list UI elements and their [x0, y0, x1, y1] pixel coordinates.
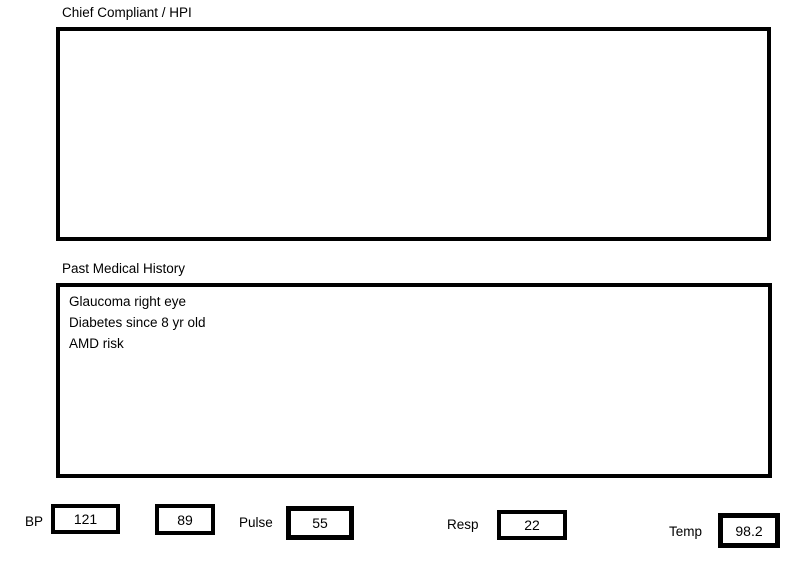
bp-label: BP	[25, 514, 44, 529]
chief-complaint-input[interactable]	[56, 27, 771, 241]
bp-diastolic-input[interactable]	[155, 504, 215, 535]
past-medical-history-label: Past Medical History	[62, 261, 186, 276]
temp-label: Temp	[669, 524, 703, 539]
temp-input[interactable]	[718, 513, 780, 548]
bp-systolic-input[interactable]	[51, 504, 120, 534]
past-medical-history-input[interactable]	[56, 283, 772, 478]
resp-input[interactable]	[497, 510, 567, 540]
resp-label: Resp	[447, 517, 479, 532]
chief-complaint-label: Chief Compliant / HPI	[62, 5, 192, 20]
pulse-input[interactable]	[286, 506, 354, 540]
pulse-label: Pulse	[239, 515, 273, 530]
